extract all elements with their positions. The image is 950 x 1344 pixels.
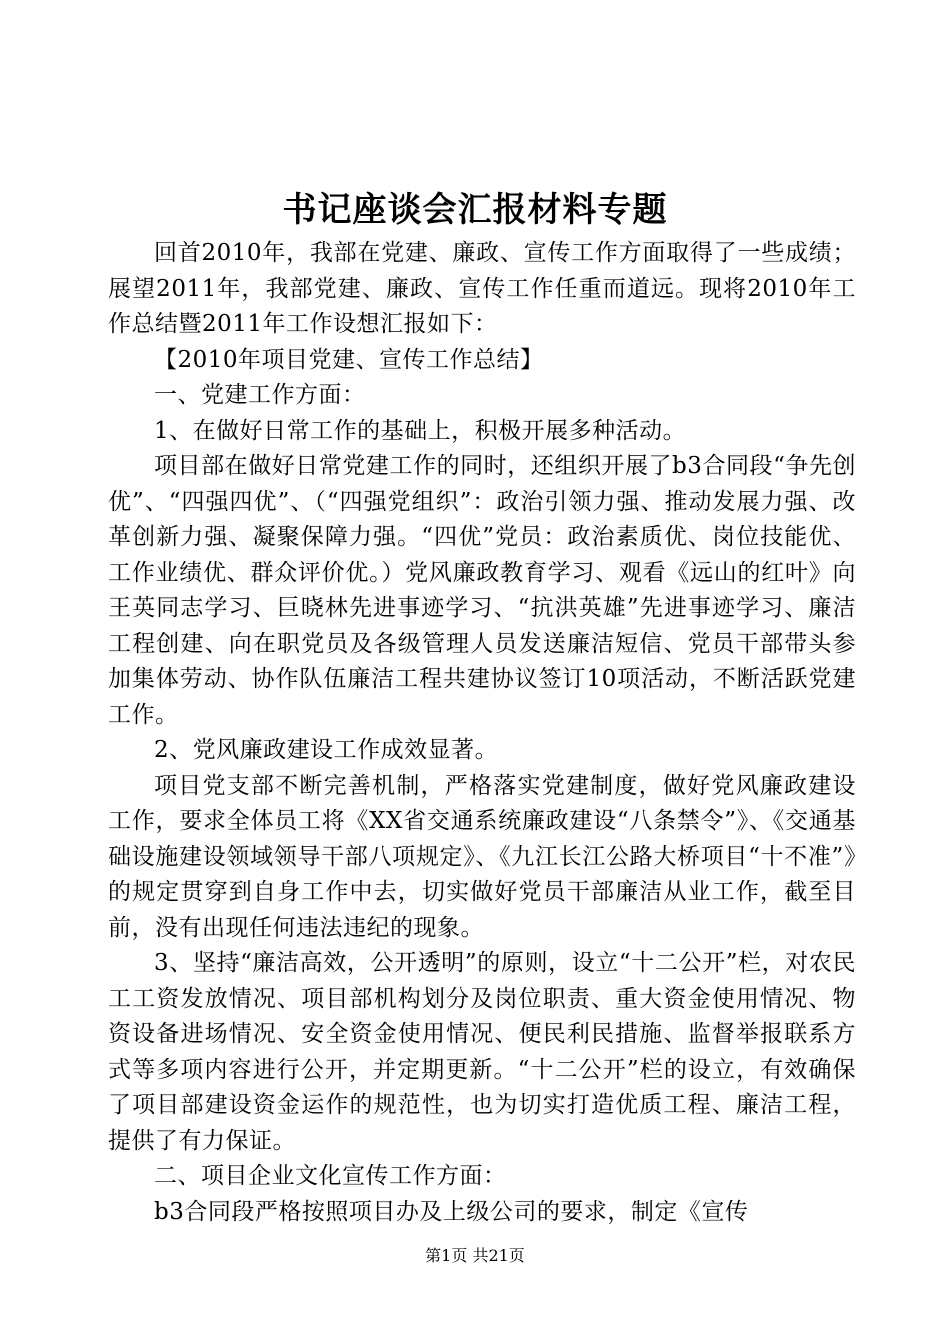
section-heading-summary: 【2010年项目党建、宣传工作总结】 — [154, 346, 544, 373]
item-heading-integrity: 2、党风廉政建设工作成效显著。 — [154, 737, 499, 763]
section-heading-culture: 二、项目企业文化宣传工作方面： — [154, 1163, 507, 1189]
paragraph-intro: 回首2010年，我部在党建、廉政、宣传工作方面取得了一些成绩；展望2011年，我部党建、廉政、宣传工作任重而道远。现将2010年工作总结暨2011年工作设想汇报如下： — [108, 240, 856, 337]
paragraph-transparency: 3、坚持“廉洁高效，公开透明”的原则，设立“十二公开”栏，对农民工工资发放情况、项目部机构划分及岗位职责、重大资金使用情况、物资设备进场情况、安全资金使用情况、便民利民措施、监督举报联系方式等多项内容进行公开，并定期更新。“十二公开”栏的设立，有效确保了项目部建设资金运作的规范性，也为切实打造优质工程、廉洁工程，提供了有力保证。 — [108, 950, 856, 1154]
paragraph-integrity: 项目党支部不断完善机制，严格落实党建制度，做好党风廉政建设工作，要求全体员工将《XX省交通系统廉政建设“八条禁令”》、《交通基础设施建设领域领导干部八项规定》、《九江长江公路大桥项目“十不准”》的规定贯穿到自身工作中去，切实做好党员干部廉洁从业工作，截至目前，没有出现任何违法违纪的现象。 — [108, 772, 856, 941]
paragraph-culture: b3合同段严格按照项目办及上级公司的要求，制定《宣传 — [154, 1198, 749, 1225]
page-number-footer: 第1页 共21页 — [425, 1246, 525, 1265]
paragraph-activities: 项目部在做好日常党建工作的同时，还组织开展了b3合同段“争先创优”、“四强四优”、（“四强党组织”：政治引领力强、推动发展力强、改革创新力强、凝聚保障力强。“四优”党员：政治素质优、岗位技能优、工作业绩优、群众评价优。）党风廉政教育学习、观看《远山的红叶》向王英同志学习、巨晓林先进事迹学习、“抗洪英雄”先进事迹学习、廉洁工程创建、向在职党员及各级管理人员发送廉洁短信、党员干部带头参加集体劳动、协作队伍廉洁工程共建协议签订10项活动，不断活跃党建工作。 — [108, 453, 856, 728]
document-title: 书记座谈会汇报材料专题 — [282, 190, 668, 230]
section-heading-party-building: 一、党建工作方面： — [154, 382, 366, 408]
item-heading-activities: 1、在做好日常工作的基础上，积极开展多种活动。 — [154, 417, 687, 444]
document-body — [108, 236, 856, 1230]
